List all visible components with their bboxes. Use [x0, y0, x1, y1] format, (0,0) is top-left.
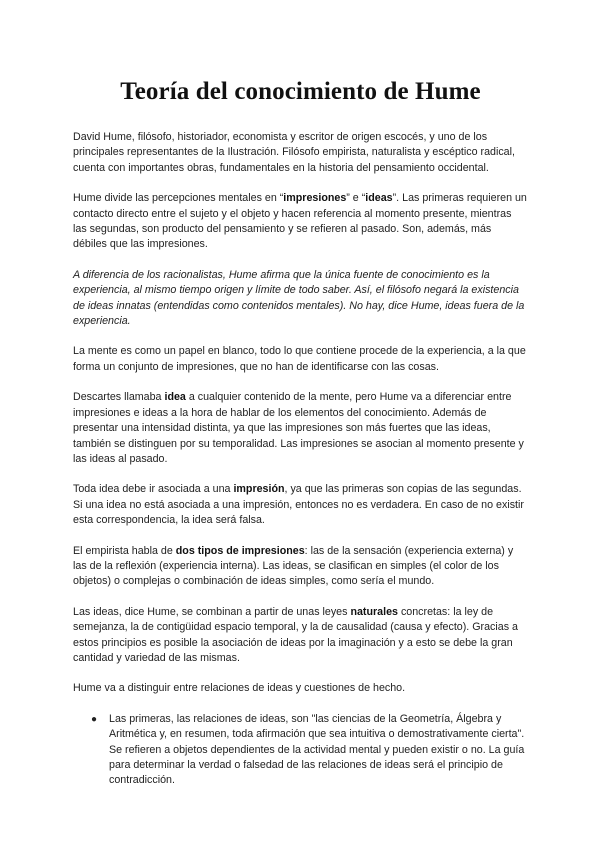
bold-term-tipos: dos tipos de impresiones	[175, 544, 305, 557]
text-span: Descartes llamaba	[73, 391, 165, 404]
paragraph-relaciones: Hume va a distinguir entre relaciones de ideas y cuestiones de hecho.	[73, 682, 406, 695]
text-span: Hume divide las percepciones mentales en “	[73, 192, 284, 205]
list-item	[91, 712, 528, 789]
paragraph-intro: David Hume, filósofo, historiador, economista y escritor de origen escocés, y uno de los principales representantes de la Ilustración. Filósofo empirista, naturalista y escéptico radical, cuenta con importantes obras, fundamentales en la historia del pensamiento occidental.	[73, 131, 515, 174]
text-span: ”. Las primeras requieren un contacto directo entre el sujeto y el objeto y hacen referencia al momento presente, mientras las segundas, son producto del pensamiento y se refieren al pasado. Son, además, más débiles que las impresiones.	[73, 192, 527, 251]
text-span: , ya que las primeras son copias de las segundas. Si una idea no está asociada a una impresión, entonces no es verdadera. En caso de no existir esta correspondencia, la idea será falsa.	[73, 483, 524, 527]
paragraph-descartes	[73, 390, 528, 467]
bullet-list	[73, 712, 528, 789]
text-span: Las ideas, dice Hume, se combinan a partir de unas leyes	[73, 605, 351, 618]
text-span: concretas: la ley de semejanza, la de contigüidad espacio temporal, y la de causalidad (causa y efecto). Gracias a estos principios es posible la asociación de ideas por la imaginación y a esto se debe la gran cantidad y variedad de las mismas.	[73, 605, 518, 664]
paragraph-perceptions	[73, 191, 528, 253]
text-span: El empirista habla de	[73, 544, 176, 557]
paragraph-impresion	[73, 482, 528, 528]
bold-term-naturales: naturales	[350, 605, 398, 618]
text-span: Toda idea debe ir asociada a una	[73, 483, 234, 496]
bullet-icon: ●	[91, 713, 98, 725]
text-span: : las de la sensación (experiencia externa) y las de la reflexión (experiencia interna). Las ideas, se clasifican en simples (el color de los objetos) o complejas o combinación de ideas simples, como sería el mundo.	[73, 544, 514, 588]
bold-term-idea: idea	[164, 391, 186, 404]
text-span: ” e “	[346, 192, 366, 205]
paragraph-tipos-impresiones	[73, 544, 528, 590]
document-title: Teoría del conocimiento de Hume	[120, 78, 481, 105]
paragraph-papel-blanco: La mente es como un papel en blanco, todo lo que contiene procede de la experiencia, a la que forma un conjunto de impresiones, que no han de identificarse con las cosas.	[73, 345, 526, 373]
bold-term-ideas: ideas	[365, 192, 393, 205]
bold-term-impresiones: impresiones	[283, 192, 347, 205]
bold-term-impresion: impresión	[233, 483, 285, 496]
paragraph-leyes	[73, 605, 528, 667]
text-span: a cualquier contenido de la mente, pero Hume va a diferenciar entre impresiones e ideas a la hora de hablar de los elementos del conocimiento. Además de presentar una intensidad distinta, ya que las impresiones son más fuertes que las ideas, también se distinguen por su temporalidad. Las impresiones se asocian al momento presente y las ideas al pasado.	[73, 391, 524, 465]
paragraph-racionalistas: A diferencia de los racionalistas, Hume afirma que la única fuente de conocimiento es la experiencia, al mismo tiempo origen y límite de todo saber. Así, el filósofo negará la existencia de ideas innatas (entendidas como contenidos mentales). No hay, dice Hume, ideas fuera de la experiencia.	[73, 268, 525, 328]
list-item-text: Las primeras, las relaciones de ideas, son "las ciencias de la Geometría, Álgebra y Aritmética y, en resumen, toda afirmación que sea intuitiva o demostrativamente cierta". Se refieren a objetos dependientes de la actividad mental y pueden existir o no. La guía para determinar la verdad o falsedad de las relaciones de ideas será el principio de contradicción.	[109, 712, 525, 787]
